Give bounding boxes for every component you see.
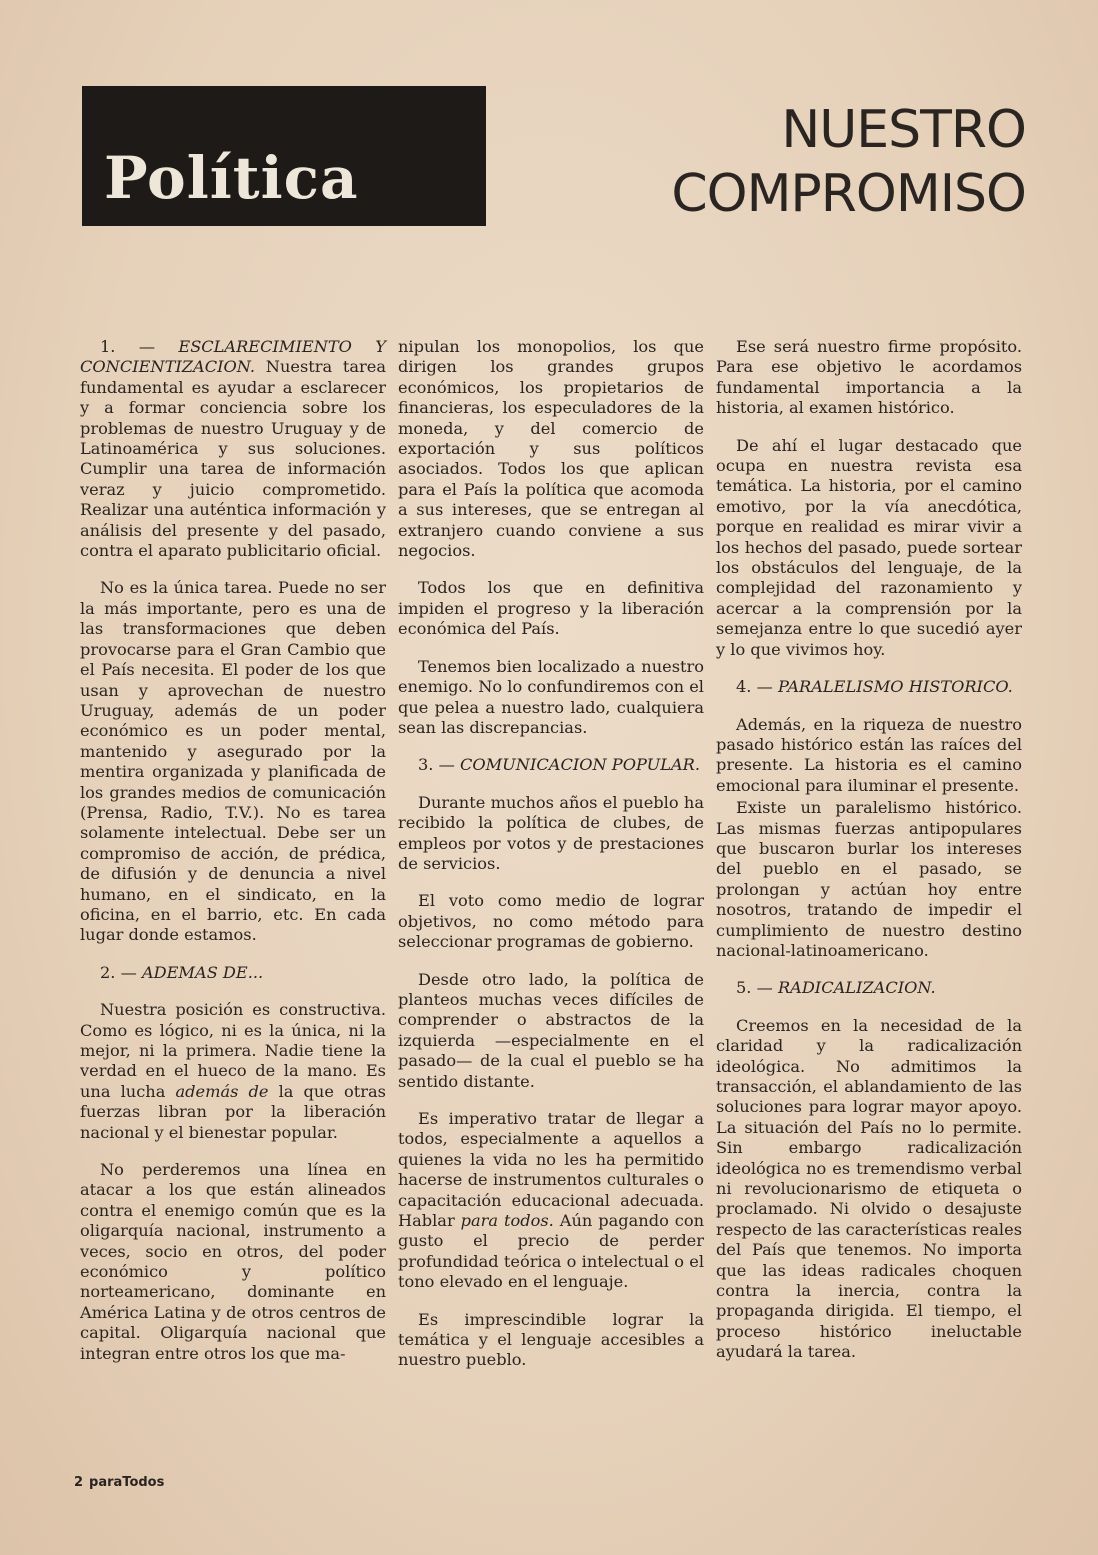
paragraph [80, 1000, 386, 1143]
section-heading [398, 755, 704, 775]
heading-number: 4. — [736, 677, 773, 697]
heading-title: ESCLARECIMIENTO Y CONCIENTIZACION. [80, 337, 386, 377]
paragraph: No perderemos una línea en atacar a los que están alineados contra el enemigo común que es la oligarquía nacional, instrumento a veces, socio en otros, del poder económico y político norteamericano, dominante en América Latina y de otros centros de capital. Oligarquía nacional que integran entre otros los que ma- [80, 1160, 386, 1363]
paragraph-text: la que otras fuerzas libran por la liberación nacional y el bienestar popular. [80, 1081, 386, 1142]
column-1 [80, 337, 386, 1381]
paragraph: Ese será nuestro firme propósito. Para ese objetivo le acordamos fundamental importancia a la historia, al examen histórico. [716, 337, 1022, 418]
title-line-2: COMPROMISO [671, 164, 1026, 224]
emphasis: además de [175, 1081, 269, 1101]
paragraph: Creemos en la necesidad de la claridad y la radicalización ideológica. No admitimos la transacción, el ablandamiento de las soluciones para lograr mayor apoyo. La situación del País no lo permite. Sin embargo radicalización ideológica no es tremendismo verbal ni revolucionarismo de etiqueta o proclamado. Ni olvido o desajuste respecto de las características reales del País que tenemos. No importa que las ideas radicales choquen contra la inercia, contra la propaganda dirigida. El tiempo, el proceso histórico ineluctable ayudará la tarea. [716, 1015, 1022, 1362]
paragraph: Todos los que en definitiva impiden el progreso y la liberación económica del País. [398, 578, 704, 639]
page-number: 2 [74, 1475, 84, 1490]
magazine-name: paraTodos [89, 1475, 165, 1490]
heading-number: 2. — [100, 962, 137, 982]
section-heading [716, 978, 1022, 998]
section-heading [716, 677, 1022, 697]
paragraph: El voto como medio de lograr objetivos, no como método para seleccionar programas de gobierno. [398, 891, 704, 952]
column-2 [398, 337, 704, 1388]
paragraph-text: Nuestra tarea fundamental es ayudar a esclarecer y a formar conciencia sobre los problemas de nuestro Uruguay y de Latinoamérica y sus soluciones. Cumplir una tarea de información veraz y juicio comprometido. Realizar una auténtica información y análisis del presente y del pasado, contra el aparato publicitario oficial. [80, 357, 386, 561]
paragraph-text: Aún pagando con gusto el precio de perder profundidad teórica o intelectual o el tono elevado en el lenguaje. [398, 1211, 704, 1292]
paragraph [398, 1109, 704, 1293]
title-line-1: NUESTRO [781, 100, 1026, 160]
paragraph: Además, en la riqueza de nuestro pasado histórico están las raíces del presente. La historia es el camino emocional para iluminar el presente. [716, 714, 1022, 795]
paragraph: Desde otro lado, la política de planteos muchas veces difíciles de comprender o abstractos de la izquierda —especialmente en el pasado— de la cual el pueblo se ha sentido distante. [398, 969, 704, 1091]
section-heading [80, 963, 386, 983]
paragraph-text: Nuestra posición es constructiva. Como es lógico, ni es la única, ni la mejor, ni la primera. Nadie tiene la verdad en el hueco de la mano. Es una lucha [80, 1000, 386, 1101]
paragraph: nipulan los monopolios, los que dirigen los grandes grupos económicos, los propietarios de financieras, los especuladores de la moneda, y del comercio de exportación y sus políticos asociados. Todos los que aplican para el País la política que acomoda a sus intereses, que se entregan al extranjero cuando conviene a sus negocios. [398, 337, 704, 561]
paragraph: No es la única tarea. Puede no ser la más importante, pero es una de las transformaciones que deben provocarse para el Gran Cambio que el País necesita. El poder de los que usan y aprovechan de nuestro Uruguay, además de un poder económico es un poder mental, mantenido y asegurado por la mentira organizada y planificada de los grandes medios de comunicación (Prensa, Radio, T.V.). No es tarea solamente intelectual. Debe ser un compromiso de acción, de prédica, de difusión y de denuncia a nivel humano, en el sindicato, en la oficina, en el barrio, etc. En cada lugar donde estamos. [80, 578, 386, 945]
heading-number: 5. — [736, 978, 773, 998]
paragraph: Durante muchos años el pueblo ha recibido la política de clubes, de empleos por votos y de prestaciones de servicios. [398, 792, 704, 873]
heading-title: COMUNICACION POPULAR. [459, 755, 700, 775]
emphasis: para todos. [460, 1211, 554, 1231]
paragraph: Existe un paralelismo histórico. Las mismas fuerzas antipopulares que buscaron burlar los intereses del pueblo en el pasado, se prolongan y actúan hoy entre nosotros, tratando de impedir el cumplimiento de nuestro destino nacional-latinoamericano. [716, 798, 1022, 960]
paragraph: Tenemos bien localizado a nuestro enemigo. No lo confundiremos con el que pelea a nuestro lado, cualquiera sean las discrepancias. [398, 656, 704, 737]
paragraph: Es imprescindible lograr la temática y el lenguaje accesibles a nuestro pueblo. [398, 1309, 704, 1370]
heading-title: PARALELISMO HISTORICO. [777, 677, 1013, 697]
column-3 [716, 337, 1022, 1380]
section-label [82, 86, 486, 226]
paragraph: De ahí el lugar destacado que ocupa en nuestra revista esa temática. La historia, por el camino emotivo, por la vía anecdótica, porque en realidad es mirar vivir a los hechos del pasado, puede sortear los obstáculos del lenguaje, de la complejidad del razonamiento y acercar a la comprensión por la semejanza entre lo que sucedió ayer y lo que vivimos hoy. [716, 435, 1022, 659]
paragraph-text: Es imperativo tratar de llegar a todos, especialmente a aquellos a quienes la vida no les ha permitido hacerse de instrumentos culturales o capacitación educacional adecuada. Hablar [398, 1109, 704, 1231]
page-title [566, 98, 1026, 226]
page-footer [74, 1475, 170, 1490]
paragraph [80, 337, 386, 561]
heading-number: 1. — [100, 337, 156, 356]
heading-number: 3. — [418, 755, 455, 775]
heading-title: ADEMAS DE... [141, 962, 264, 982]
section-label-text: Política [104, 144, 359, 212]
heading-title: RADICALIZACION. [777, 978, 936, 998]
